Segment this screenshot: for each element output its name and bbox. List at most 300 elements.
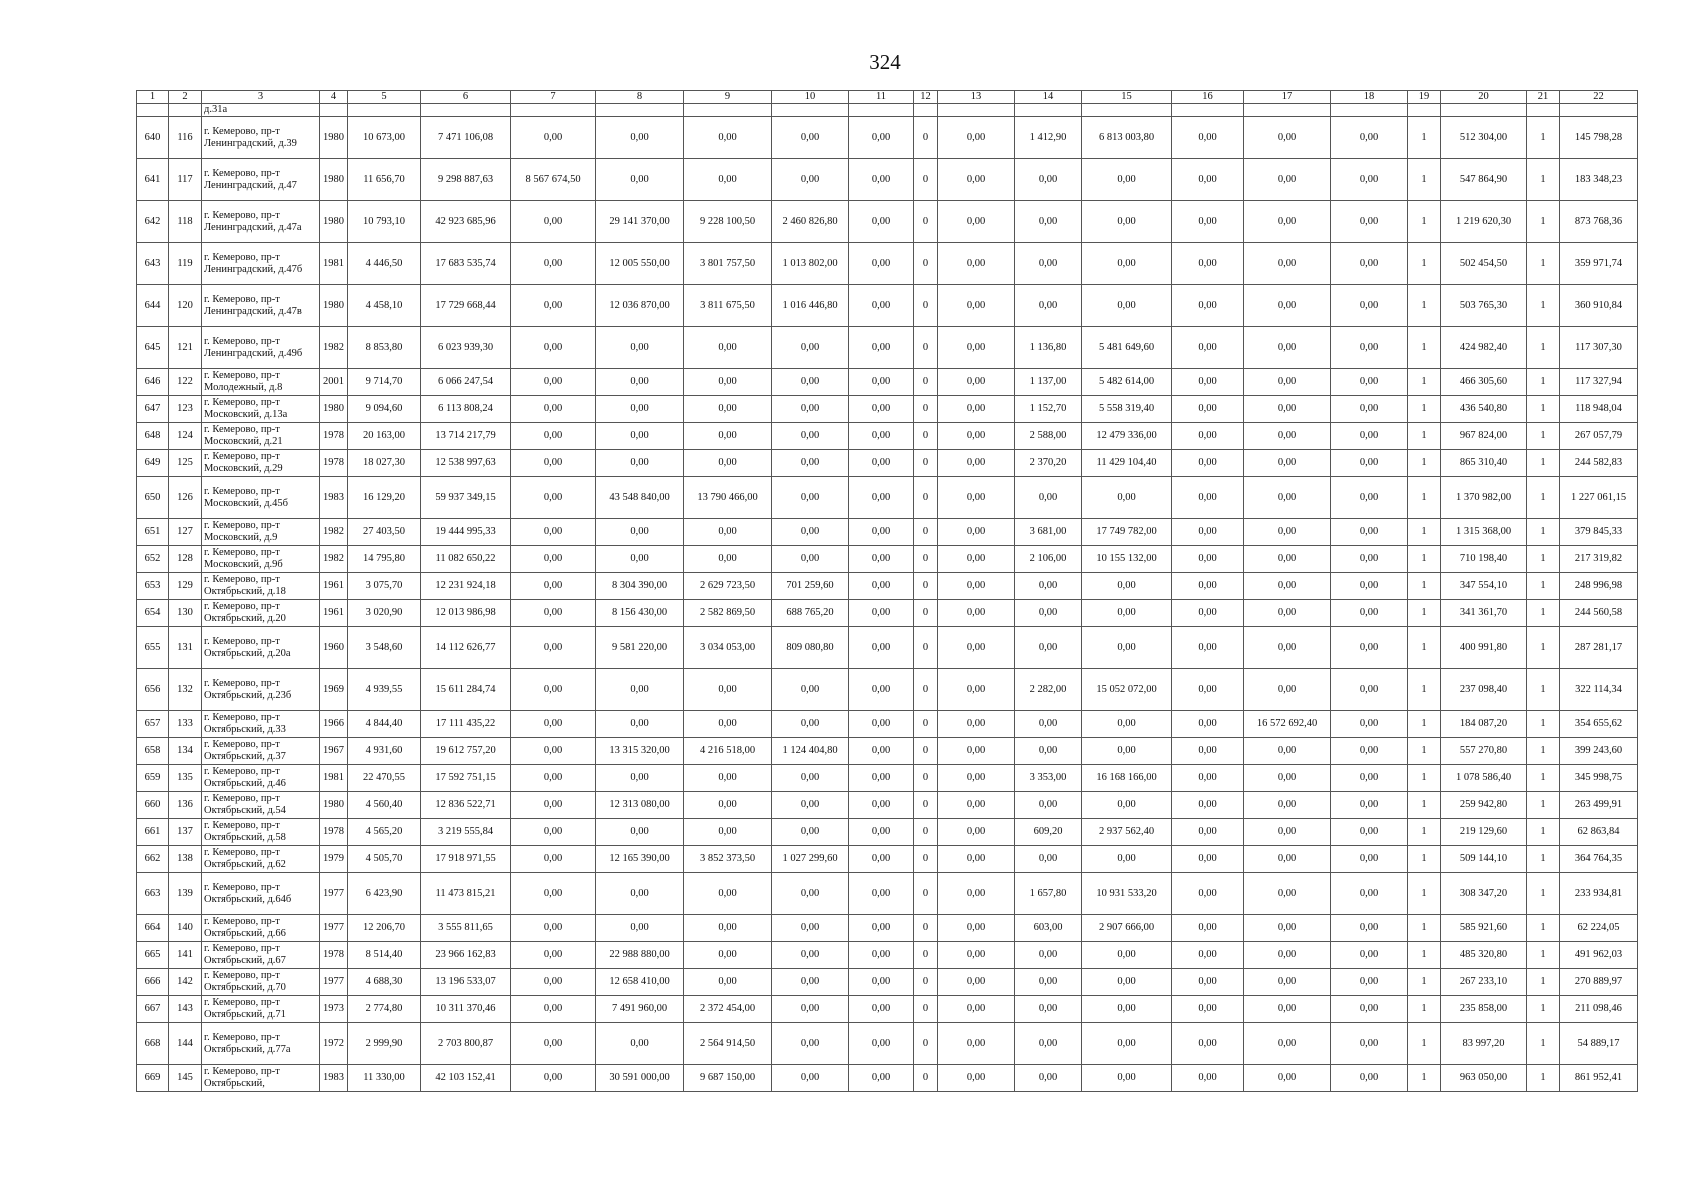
table-cell: 83 997,20 <box>1441 1023 1527 1065</box>
table-cell: 7 471 106,08 <box>421 117 511 159</box>
table-cell: 0,00 <box>938 369 1015 396</box>
table-cell: 3 219 555,84 <box>421 819 511 846</box>
table-cell: 0,00 <box>1331 159 1408 201</box>
table-cell: 0,00 <box>1331 873 1408 915</box>
table-cell: 0,00 <box>772 546 849 573</box>
table-cell: 873 768,36 <box>1560 201 1638 243</box>
table-cell: 11 429 104,40 <box>1082 450 1172 477</box>
column-header: 22 <box>1560 91 1638 104</box>
table-cell: 0,00 <box>849 573 914 600</box>
column-header: 6 <box>421 91 511 104</box>
table-cell: 1 <box>1408 873 1441 915</box>
table-cell: 1981 <box>320 765 348 792</box>
address-cell: г. Кемерово, пр-т Молодежный, д.8 <box>202 369 320 396</box>
table-cell: 0,00 <box>511 738 596 765</box>
table-cell: 0,00 <box>1082 711 1172 738</box>
table-cell: 0,00 <box>1172 819 1244 846</box>
table-cell: 1 <box>1527 969 1560 996</box>
table-cell: 2 564 914,50 <box>684 1023 772 1065</box>
table-cell: 0,00 <box>511 477 596 519</box>
table-cell: 0,00 <box>772 1065 849 1092</box>
table-cell: 652 <box>137 546 169 573</box>
table-cell: 1 <box>1527 738 1560 765</box>
table-cell: 0,00 <box>1244 477 1331 519</box>
table-cell: 0,00 <box>938 423 1015 450</box>
table-row <box>137 117 1638 159</box>
table-cell: 1 <box>1408 846 1441 873</box>
table-cell: 1981 <box>320 243 348 285</box>
table-body <box>137 104 1638 1092</box>
table-cell: 1 <box>1527 627 1560 669</box>
table-cell: 8 304 390,00 <box>596 573 684 600</box>
table-cell: 0,00 <box>1244 243 1331 285</box>
table-row <box>137 669 1638 711</box>
table-cell: 0,00 <box>849 546 914 573</box>
table-cell: 1 <box>1408 285 1441 327</box>
table-cell: 0,00 <box>596 711 684 738</box>
table-cell: 10 155 132,00 <box>1082 546 1172 573</box>
table-cell: 0,00 <box>849 969 914 996</box>
table-cell: 660 <box>137 792 169 819</box>
table-row <box>137 996 1638 1023</box>
table-cell: 666 <box>137 969 169 996</box>
table-cell: 0,00 <box>1172 117 1244 159</box>
table-cell: 0,00 <box>1244 873 1331 915</box>
table-cell: 0,00 <box>511 1065 596 1092</box>
table-cell: 0,00 <box>849 600 914 627</box>
table-cell: 1 137,00 <box>1015 369 1082 396</box>
table-cell: 1 <box>1527 396 1560 423</box>
table-cell: 664 <box>137 915 169 942</box>
table-cell: 0 <box>914 1023 938 1065</box>
table-cell: 359 971,74 <box>1560 243 1638 285</box>
table-cell: 1 <box>1408 996 1441 1023</box>
table-cell: 1978 <box>320 942 348 969</box>
table-cell: 0,00 <box>1172 243 1244 285</box>
table-cell: 0,00 <box>849 873 914 915</box>
table-cell: 0,00 <box>684 396 772 423</box>
table-cell: 0,00 <box>511 942 596 969</box>
table-cell: 183 348,23 <box>1560 159 1638 201</box>
address-cell: г. Кемерово, пр-т Ленинградский, д.47а <box>202 201 320 243</box>
table-cell: 11 082 650,22 <box>421 546 511 573</box>
table-cell: 6 423,90 <box>348 873 421 915</box>
table-cell: 0,00 <box>1015 285 1082 327</box>
address-cell: г. Кемерово, пр-т Октябрьский, д.77а <box>202 1023 320 1065</box>
table-cell: 267 057,79 <box>1560 423 1638 450</box>
table-cell: 1 <box>1408 450 1441 477</box>
table-cell: 0,00 <box>1244 117 1331 159</box>
table-cell: 0,00 <box>1082 1065 1172 1092</box>
table-cell: 0,00 <box>849 369 914 396</box>
table-cell: 547 864,90 <box>1441 159 1527 201</box>
table-cell: 139 <box>169 873 202 915</box>
table-cell: 0,00 <box>938 519 1015 546</box>
address-cell: г. Кемерово, пр-т Ленинградский, д.39 <box>202 117 320 159</box>
table-cell: 0,00 <box>1082 573 1172 600</box>
table-cell: 0,00 <box>1082 627 1172 669</box>
table-cell: 0,00 <box>1244 450 1331 477</box>
address-cell: г. Кемерово, пр-т Ленинградский, д.49б <box>202 327 320 369</box>
table-cell: 117 327,94 <box>1560 369 1638 396</box>
table-cell: 322 114,34 <box>1560 669 1638 711</box>
table-row <box>137 792 1638 819</box>
table-cell: 62 863,84 <box>1560 819 1638 846</box>
table-cell: 15 052 072,00 <box>1082 669 1172 711</box>
table-row <box>137 915 1638 942</box>
table-cell: 17 749 782,00 <box>1082 519 1172 546</box>
table-row <box>137 600 1638 627</box>
table-cell: 0,00 <box>1172 669 1244 711</box>
table-row <box>137 873 1638 915</box>
table-cell: 0 <box>914 711 938 738</box>
table-cell: 0,00 <box>1082 1023 1172 1065</box>
table-cell: 0,00 <box>938 573 1015 600</box>
table-cell: 7 491 960,00 <box>596 996 684 1023</box>
table-cell: 1 <box>1408 819 1441 846</box>
table-cell: 0,00 <box>1172 765 1244 792</box>
column-header: 16 <box>1172 91 1244 104</box>
address-cell: г. Кемерово, пр-т Октябрьский, д.70 <box>202 969 320 996</box>
table-cell: 963 050,00 <box>1441 1065 1527 1092</box>
table-cell: 17 918 971,55 <box>421 846 511 873</box>
table-cell: 308 347,20 <box>1441 873 1527 915</box>
table-cell: 0,00 <box>938 765 1015 792</box>
table-cell: 0 <box>914 243 938 285</box>
table-cell: 1977 <box>320 969 348 996</box>
continuation-address: д.31а <box>202 104 320 117</box>
table-cell: 0,00 <box>1015 243 1082 285</box>
table-cell: 1 <box>1408 600 1441 627</box>
table-cell: 0,00 <box>1331 201 1408 243</box>
table-cell: 1 <box>1408 573 1441 600</box>
table-cell: 0,00 <box>1331 327 1408 369</box>
continuation-row <box>137 104 1638 117</box>
table-cell: 0,00 <box>1331 846 1408 873</box>
table-cell: 0,00 <box>772 942 849 969</box>
table-cell: 117 <box>169 159 202 201</box>
table-cell: 1 <box>1527 600 1560 627</box>
table-cell: 1 <box>1527 327 1560 369</box>
table-cell: 10 931 533,20 <box>1082 873 1172 915</box>
table-cell: 0,00 <box>1172 873 1244 915</box>
table-cell: 0,00 <box>596 450 684 477</box>
table-cell: 19 612 757,20 <box>421 738 511 765</box>
table-cell: 0,00 <box>849 915 914 942</box>
table-cell: 3 681,00 <box>1015 519 1082 546</box>
table-cell: 18 027,30 <box>348 450 421 477</box>
table-cell: 0,00 <box>1082 942 1172 969</box>
table-cell: 1980 <box>320 159 348 201</box>
table-cell: 0,00 <box>938 969 1015 996</box>
table-cell: 1961 <box>320 573 348 600</box>
table-cell: 0 <box>914 117 938 159</box>
table-cell: 701 259,60 <box>772 573 849 600</box>
table-cell: 0,00 <box>1244 546 1331 573</box>
table-cell: 0,00 <box>1244 1023 1331 1065</box>
column-header: 10 <box>772 91 849 104</box>
table-cell: 653 <box>137 573 169 600</box>
table-cell: 0,00 <box>849 1065 914 1092</box>
table-cell: 0,00 <box>1331 117 1408 159</box>
table-cell: 0 <box>914 546 938 573</box>
address-cell: г. Кемерово, пр-т Октябрьский, д.64б <box>202 873 320 915</box>
column-header: 17 <box>1244 91 1331 104</box>
table-cell: 1 027 299,60 <box>772 846 849 873</box>
table-cell: 4 458,10 <box>348 285 421 327</box>
table-cell: 0,00 <box>1244 201 1331 243</box>
table-cell: 668 <box>137 1023 169 1065</box>
table-cell: 1 <box>1527 792 1560 819</box>
table-cell: 0,00 <box>1244 600 1331 627</box>
table-cell: 0,00 <box>1244 969 1331 996</box>
table-cell: 1 <box>1408 1065 1441 1092</box>
address-cell: г. Кемерово, пр-т Октябрьский, д.20а <box>202 627 320 669</box>
table-cell: 12 013 986,98 <box>421 600 511 627</box>
table-cell: 6 113 808,24 <box>421 396 511 423</box>
table-cell: 0 <box>914 969 938 996</box>
table-cell: 609,20 <box>1015 819 1082 846</box>
table-cell: 399 243,60 <box>1560 738 1638 765</box>
table-cell: 0,00 <box>938 327 1015 369</box>
table-row <box>137 201 1638 243</box>
table-cell: 0,00 <box>596 396 684 423</box>
table-cell: 667 <box>137 996 169 1023</box>
table-cell: 4 844,40 <box>348 711 421 738</box>
page-number: 324 <box>869 50 901 74</box>
table-cell: 659 <box>137 765 169 792</box>
table-cell: 0,00 <box>772 1023 849 1065</box>
table-cell: 0,00 <box>596 1023 684 1065</box>
table-cell: 3 353,00 <box>1015 765 1082 792</box>
table-cell: 0,00 <box>1172 369 1244 396</box>
table-cell: 141 <box>169 942 202 969</box>
address-cell: г. Кемерово, пр-т Московский, д.9б <box>202 546 320 573</box>
address-cell: г. Кемерово, пр-т Октябрьский, д.33 <box>202 711 320 738</box>
table-cell: 0,00 <box>511 519 596 546</box>
table-cell: 0,00 <box>684 117 772 159</box>
table-cell: 0 <box>914 942 938 969</box>
table-cell: 0,00 <box>596 159 684 201</box>
table-cell: 0 <box>914 327 938 369</box>
table-cell: 0,00 <box>938 627 1015 669</box>
table-cell: 4 931,60 <box>348 738 421 765</box>
table-cell: 142 <box>169 969 202 996</box>
table-cell: 2 937 562,40 <box>1082 819 1172 846</box>
table-cell: 237 098,40 <box>1441 669 1527 711</box>
table-cell: 143 <box>169 996 202 1023</box>
table-cell: 0,00 <box>511 369 596 396</box>
table-cell: 0,00 <box>1244 369 1331 396</box>
table-cell: 0 <box>914 369 938 396</box>
table-cell: 0,00 <box>1015 573 1082 600</box>
table-cell: 1 370 982,00 <box>1441 477 1527 519</box>
table-cell: 233 934,81 <box>1560 873 1638 915</box>
table-cell: 585 921,60 <box>1441 915 1527 942</box>
table-cell: 134 <box>169 738 202 765</box>
table-cell: 267 233,10 <box>1441 969 1527 996</box>
table-cell: 13 315 320,00 <box>596 738 684 765</box>
table-cell: 0,00 <box>938 243 1015 285</box>
table-cell: 0,00 <box>1244 327 1331 369</box>
table-cell: 0,00 <box>1172 546 1244 573</box>
column-header: 9 <box>684 91 772 104</box>
table-cell: 9 581 220,00 <box>596 627 684 669</box>
table-cell: 0,00 <box>684 423 772 450</box>
table-cell: 0,00 <box>1172 1023 1244 1065</box>
table-cell: 0,00 <box>772 669 849 711</box>
table-cell: 4 505,70 <box>348 846 421 873</box>
table-row <box>137 738 1638 765</box>
table-cell: 130 <box>169 600 202 627</box>
table-cell: 1 <box>1527 285 1560 327</box>
table-cell: 0,00 <box>1244 1065 1331 1092</box>
table-cell: 491 962,03 <box>1560 942 1638 969</box>
table-cell: 1 <box>1408 159 1441 201</box>
table-row <box>137 477 1638 519</box>
table-cell: 0 <box>914 846 938 873</box>
table-cell: 20 163,00 <box>348 423 421 450</box>
table-cell: 0,00 <box>1331 396 1408 423</box>
table-cell: 1980 <box>320 396 348 423</box>
table-cell: 0,00 <box>511 711 596 738</box>
table-cell: 0,00 <box>596 327 684 369</box>
table-cell: 16 129,20 <box>348 477 421 519</box>
table-cell: 11 330,00 <box>348 1065 421 1092</box>
table-cell: 0,00 <box>1015 792 1082 819</box>
table-cell: 0,00 <box>849 285 914 327</box>
table-cell: 12 165 390,00 <box>596 846 684 873</box>
table-cell: 0,00 <box>596 669 684 711</box>
table-cell: 12 005 550,00 <box>596 243 684 285</box>
table-cell: 2001 <box>320 369 348 396</box>
table-cell: 0,00 <box>511 117 596 159</box>
table-cell: 861 952,41 <box>1560 1065 1638 1092</box>
table-cell: 642 <box>137 201 169 243</box>
table-cell: 1977 <box>320 915 348 942</box>
table-cell: 646 <box>137 369 169 396</box>
table-cell: 1 <box>1527 546 1560 573</box>
address-cell: г. Кемерово, пр-т Ленинградский, д.47б <box>202 243 320 285</box>
table-cell: 0,00 <box>849 711 914 738</box>
table-cell: 0,00 <box>1244 423 1331 450</box>
table-cell: 1 <box>1408 546 1441 573</box>
table-cell: 1980 <box>320 201 348 243</box>
table-cell: 1978 <box>320 819 348 846</box>
table-cell: 0,00 <box>1244 942 1331 969</box>
table-cell: 0,00 <box>849 765 914 792</box>
table-cell: 0,00 <box>849 996 914 1023</box>
table-cell: 12 206,70 <box>348 915 421 942</box>
table-cell: 217 319,82 <box>1560 546 1638 573</box>
table-cell: 0,00 <box>511 915 596 942</box>
table-cell: 1969 <box>320 669 348 711</box>
table-cell: 436 540,80 <box>1441 396 1527 423</box>
table-cell: 0,00 <box>1082 285 1172 327</box>
table-cell: 4 565,20 <box>348 819 421 846</box>
table-cell: 663 <box>137 873 169 915</box>
table-cell: 641 <box>137 159 169 201</box>
table-cell: 11 656,70 <box>348 159 421 201</box>
table-cell: 0,00 <box>772 996 849 1023</box>
table-cell: 485 320,80 <box>1441 942 1527 969</box>
table-cell: 0,00 <box>1331 792 1408 819</box>
table-cell: 2 282,00 <box>1015 669 1082 711</box>
table-cell: 1 <box>1408 396 1441 423</box>
table-cell: 0,00 <box>1082 846 1172 873</box>
table-cell: 0,00 <box>849 159 914 201</box>
table-cell: 0,00 <box>938 738 1015 765</box>
table-row <box>137 711 1638 738</box>
address-cell: г. Кемерово, пр-т Московский, д.9 <box>202 519 320 546</box>
table-cell: 287 281,17 <box>1560 627 1638 669</box>
table-cell: 22 988 880,00 <box>596 942 684 969</box>
table-cell: 3 020,90 <box>348 600 421 627</box>
address-cell: г. Кемерово, пр-т Октябрьский, д.37 <box>202 738 320 765</box>
table-cell: 0,00 <box>596 423 684 450</box>
table-cell: 17 592 751,15 <box>421 765 511 792</box>
table-cell: 1 <box>1527 159 1560 201</box>
table-cell: 809 080,80 <box>772 627 849 669</box>
table-cell: 244 582,83 <box>1560 450 1638 477</box>
table-cell: 1973 <box>320 996 348 1023</box>
table-cell: 603,00 <box>1015 915 1082 942</box>
table-cell: 4 560,40 <box>348 792 421 819</box>
table-row <box>137 1065 1638 1092</box>
table-cell: 0,00 <box>511 765 596 792</box>
table-cell: 0,00 <box>849 423 914 450</box>
column-header: 2 <box>169 91 202 104</box>
table-cell: 0,00 <box>511 243 596 285</box>
table-cell: 0,00 <box>1082 477 1172 519</box>
table-cell: 3 555 811,65 <box>421 915 511 942</box>
table-cell: 0 <box>914 396 938 423</box>
table-cell: 123 <box>169 396 202 423</box>
table-cell: 1 <box>1408 627 1441 669</box>
table-cell: 662 <box>137 846 169 873</box>
table-cell: 9 687 150,00 <box>684 1065 772 1092</box>
column-header: 11 <box>849 91 914 104</box>
table-cell: 0,00 <box>849 792 914 819</box>
table-cell: 0,00 <box>1244 996 1331 1023</box>
table-cell: 0 <box>914 669 938 711</box>
table-cell: 1972 <box>320 1023 348 1065</box>
table-cell: 0,00 <box>1331 738 1408 765</box>
table-cell: 345 998,75 <box>1560 765 1638 792</box>
table-cell: 1 016 446,80 <box>772 285 849 327</box>
table-cell: 9 298 887,63 <box>421 159 511 201</box>
table-cell: 1 <box>1527 873 1560 915</box>
table-row <box>137 423 1638 450</box>
table-cell: 0,00 <box>1015 477 1082 519</box>
table-cell: 0,00 <box>1331 600 1408 627</box>
table-cell: 0,00 <box>596 519 684 546</box>
address-cell: г. Кемерово, пр-т Ленинградский, д.47в <box>202 285 320 327</box>
table-cell: 0,00 <box>1015 969 1082 996</box>
table-cell: 0,00 <box>1331 519 1408 546</box>
table-cell: 0,00 <box>596 369 684 396</box>
table-cell <box>137 104 169 117</box>
table-cell: 0 <box>914 573 938 600</box>
table-cell: 644 <box>137 285 169 327</box>
table-cell: 4 216 518,00 <box>684 738 772 765</box>
table-cell: 1 <box>1527 915 1560 942</box>
table-cell: 0,00 <box>1015 996 1082 1023</box>
table-cell: 0,00 <box>772 159 849 201</box>
table-cell: 14 112 626,77 <box>421 627 511 669</box>
table-cell: 0,00 <box>1172 711 1244 738</box>
table-cell: 0 <box>914 159 938 201</box>
